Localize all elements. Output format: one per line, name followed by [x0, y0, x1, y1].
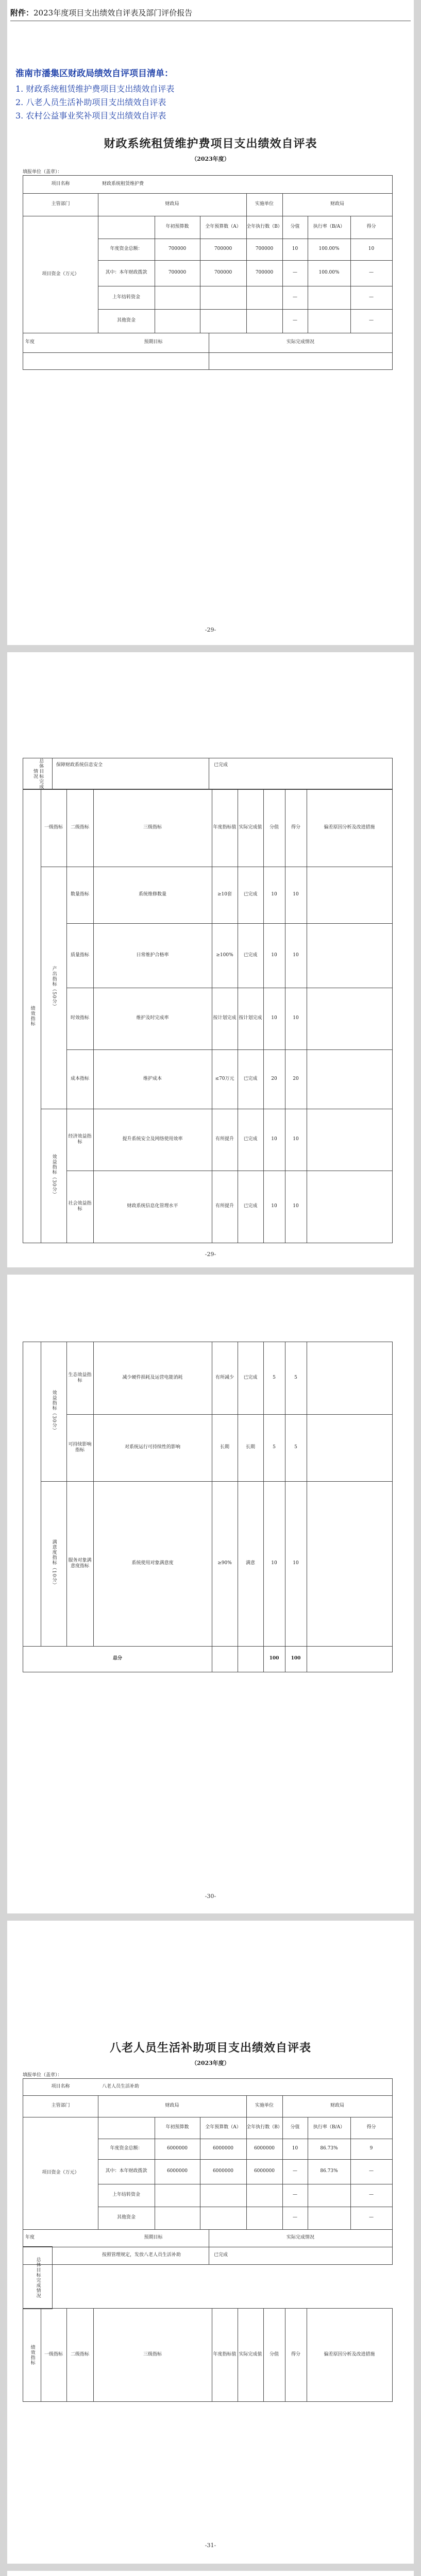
- dept-value: 财政局: [165, 201, 179, 207]
- fund-cell: —: [293, 318, 297, 324]
- impl-label: 实施单位: [255, 2103, 274, 2109]
- indicator-actual: 已完成: [243, 1076, 258, 1081]
- project-name-value: 八老人员生活补助: [102, 2084, 140, 2090]
- project-name-label: 项目名称: [51, 2084, 70, 2090]
- indicator-target: ≥90%: [217, 1561, 232, 1566]
- indicator-score: 10: [271, 1561, 277, 1566]
- indicator-l3: 减少硬件损耗及运营电能消耗: [122, 1375, 183, 1381]
- fund-row-label: 年度资金总额：: [110, 2146, 143, 2151]
- indicator-actual: 已完成: [243, 1137, 258, 1142]
- indicator-l2: 经济效益指标: [68, 1133, 92, 1145]
- indicator-got: 5: [294, 1375, 297, 1381]
- indicator-target: ≥100%: [216, 952, 233, 958]
- impl-value: 财政局: [330, 2103, 344, 2109]
- fund-cell: 700000: [214, 246, 232, 252]
- indicator-got: 20: [293, 1076, 299, 1081]
- page-number: -31-: [205, 2542, 216, 2549]
- total-score: 100: [269, 1656, 279, 1662]
- indicator-l3: 系统使用对象满意度: [131, 1561, 174, 1566]
- indicator-l3: 维护成本: [143, 1076, 162, 1081]
- table1-title: 财政系统租赁维护费项目支出绩效自评表: [104, 137, 317, 150]
- perf-head-2: 二级指标: [70, 825, 89, 831]
- indicator-got: 10: [293, 892, 299, 897]
- perf-label: 绩效指标: [29, 1006, 35, 1026]
- indicator-score: 10: [271, 892, 277, 897]
- dept-label: 主管部门: [51, 2103, 70, 2109]
- fund-cell: —: [293, 294, 297, 300]
- expected-label: 预期目标: [144, 340, 163, 345]
- perf-head-3: 三级指标: [143, 825, 162, 831]
- page-number: -30-: [205, 1893, 216, 1900]
- fund-row-label: 上年结转资金: [112, 2192, 140, 2198]
- fund-cell: 700000: [168, 270, 187, 276]
- fund-cell: —: [293, 2215, 297, 2221]
- col-head-5: 执行率（B/A）: [313, 2125, 345, 2130]
- indicator-actual: 已完成: [243, 1375, 258, 1381]
- perf-head-6: 分值: [269, 2352, 279, 2358]
- impl-label: 实施单位: [255, 201, 274, 207]
- perf-head-2: 二级指标: [70, 2352, 89, 2358]
- col-head-6: 得分: [366, 224, 376, 230]
- indicator-l2: 质量指标: [70, 952, 89, 958]
- indicator-l2: 成本指标: [70, 1076, 89, 1081]
- table1-year: （2023年度）: [191, 156, 230, 162]
- indicator-target: 有所提升: [215, 1204, 234, 1209]
- fund-cell: 6000000: [166, 2168, 188, 2174]
- table2-summary-grid: [23, 2078, 393, 2265]
- page-4: [7, 1921, 414, 2564]
- funds-label: 项目资金（万元）: [42, 271, 79, 277]
- header-title: 2023年度项目支出绩效自评表及部门评价报告: [33, 8, 193, 18]
- table2-unit-label: 填报单位（盖章）：: [23, 2073, 62, 2078]
- page-number: -29-: [205, 626, 216, 633]
- indicator-l2: 社会效益指标: [68, 1200, 92, 1212]
- fund-row-label: 上年结转资金: [112, 294, 140, 300]
- fund-cell: 100.00%: [318, 270, 340, 276]
- fund-cell: —: [293, 2168, 297, 2174]
- indicator-got: 5: [294, 1445, 297, 1450]
- col-head-5: 执行率（B/A）: [313, 224, 345, 230]
- fund-row-label: 其他资金: [116, 318, 136, 324]
- list-item-1[interactable]: 1. 财政系统租赁维护费项目支出绩效自评表: [15, 84, 175, 94]
- indicator-score: 10: [271, 1137, 277, 1142]
- indicator-score: 5: [273, 1445, 276, 1450]
- col-head-3: 全年执行数（B）: [246, 224, 282, 230]
- col-head-1: 年初预算数: [165, 224, 189, 230]
- perf-head-1: 一级指标: [44, 825, 63, 831]
- fund-cell: 700000: [255, 270, 274, 276]
- fund-cell: —: [369, 318, 374, 324]
- perf-head-8: 偏差原因分析及改进措施: [324, 2352, 375, 2358]
- perf-head-7: 得分: [291, 825, 300, 831]
- fund-cell: 6000000: [254, 2146, 275, 2151]
- indicator-target: 有所提升: [215, 1137, 234, 1142]
- indicator-got: 10: [293, 1204, 299, 1209]
- fund-cell: —: [293, 270, 297, 276]
- table1-summary-grid: [23, 175, 393, 370]
- indicator-l3: 日常维护合格率: [136, 952, 169, 958]
- indicator-l3: 财政系统信息化管理水平: [127, 1204, 178, 1209]
- effect-indicator-label-cont: 效益指标（30分）: [51, 1390, 57, 1433]
- indicator-score: 10: [271, 1204, 277, 1209]
- indicator-target: ≤70万元: [215, 1076, 234, 1081]
- fund-cell: —: [293, 2192, 297, 2198]
- indicator-l3: 提升系统安全及网络使用效率: [122, 1137, 183, 1142]
- indicator-target: 有所减少: [215, 1375, 234, 1381]
- fund-cell: 6000000: [212, 2168, 234, 2174]
- dept-value: 财政局: [165, 2103, 179, 2109]
- perf-head-6: 分值: [269, 825, 279, 831]
- indicator-got: 10: [293, 1561, 299, 1566]
- perf-head-1: 一级指标: [44, 2352, 63, 2358]
- actual-label: 实际完成情况: [286, 340, 314, 345]
- fund-row-label: 年度资金总额：: [110, 246, 143, 252]
- page-3: [7, 1275, 414, 1913]
- perf-head-4: 年度指标值: [213, 2352, 237, 2358]
- fund-cell: 6000000: [212, 2146, 234, 2151]
- project-name-label: 项目名称: [51, 181, 70, 187]
- table2-goal-label-grid: [23, 2246, 53, 2309]
- fund-cell: —: [369, 294, 374, 300]
- table1-indicator-grid-cont: [23, 1342, 393, 1672]
- page-number: -29-: [205, 1251, 216, 1258]
- fund-cell: 700000: [168, 246, 187, 252]
- fund-cell: 10: [292, 2146, 298, 2151]
- indicator-l2: 服务对象满意度指标: [68, 1557, 92, 1569]
- col-head-2: 全年预算数（A）: [205, 2125, 241, 2130]
- goal-done: 已完成: [214, 762, 228, 768]
- indicator-l3: 维护及时完成率: [136, 1015, 169, 1021]
- fund-cell: 6000000: [254, 2168, 275, 2174]
- indicator-l2: 生态效益指标: [68, 1372, 92, 1383]
- goal-label: 总体目标完成情况: [32, 758, 44, 789]
- fund-cell: 10: [368, 246, 375, 252]
- indicator-l3: 系统维修数量: [138, 892, 166, 897]
- indicator-actual: 已完成: [243, 952, 258, 958]
- fund-row-label: 其中：本年财政拨款: [105, 270, 147, 276]
- fund-cell: —: [369, 2192, 374, 2198]
- fund-cell: 700000: [214, 270, 232, 276]
- table2-indicator-head-grid: [23, 2308, 393, 2402]
- total-got: 100: [291, 1656, 301, 1662]
- output-indicator-label: 产出指标（50分）: [51, 966, 57, 1009]
- indicator-actual: 已完成: [243, 892, 258, 897]
- fund-cell: 86.73%: [320, 2146, 338, 2151]
- fund-row-label: 其中：本年财政拨款: [105, 2168, 147, 2174]
- table1-unit-label: 填报单位（盖章）：: [23, 170, 62, 175]
- funds-label: 项目资金（万元）: [42, 2170, 79, 2176]
- indicator-l2: 数量指标: [70, 892, 89, 897]
- fund-cell: —: [369, 2215, 374, 2221]
- satisfaction-indicator-label: 满意度指标（10分）: [51, 1539, 57, 1588]
- perf-head-3: 三级指标: [143, 2352, 162, 2358]
- fund-cell: 6000000: [166, 2146, 188, 2151]
- fund-cell: —: [369, 270, 374, 276]
- impl-value: 财政局: [330, 201, 344, 207]
- fund-cell: 10: [292, 246, 298, 252]
- perf-head-5: 实际完成值: [239, 2352, 262, 2358]
- perf-label: 绩效指标: [29, 2345, 35, 2365]
- col-head-6: 得分: [366, 2125, 376, 2130]
- list-item-3[interactable]: 3. 农村公益事业奖补项目支出绩效自评表: [15, 111, 166, 121]
- col-head-4: 分值: [290, 2125, 300, 2130]
- total-label: 总分: [112, 1656, 122, 1662]
- table2-year: （2023年度）: [191, 2060, 230, 2066]
- table2-title: 八老人员生活补助项目支出绩效自评表: [109, 2041, 311, 2055]
- goal-text: 按照管理规定，发放八老人员生活补助: [102, 2252, 181, 2258]
- indicator-score: 20: [271, 1076, 277, 1081]
- table1-goal-grid: [23, 758, 393, 790]
- indicator-target: ≥10套: [217, 892, 232, 897]
- indicator-score: 5: [273, 1375, 276, 1381]
- page-1: [7, 0, 414, 645]
- dept-label: 主管部门: [51, 201, 70, 207]
- indicator-got: 10: [293, 952, 299, 958]
- indicator-l2: 时效指标: [70, 1015, 89, 1021]
- goal-done: 已完成: [214, 2252, 228, 2258]
- indicator-target: 长期: [220, 1445, 229, 1450]
- perf-head-7: 得分: [291, 2352, 300, 2358]
- indicator-actual: 满意: [245, 1561, 255, 1566]
- page-2: [7, 652, 414, 1267]
- fund-cell: 700000: [255, 246, 274, 252]
- indicator-got: 10: [293, 1137, 299, 1142]
- page-5: [7, 2571, 414, 2576]
- col-head-3: 全年执行数（B）: [246, 2125, 282, 2130]
- perf-head-4: 年度指标值: [213, 825, 237, 831]
- table1-indicator-grid: [23, 789, 393, 1243]
- effect-indicator-label: 效益指标（30分）: [51, 1154, 57, 1197]
- col-head-2: 全年预算数（A）: [205, 224, 241, 230]
- list-item-2[interactable]: 2. 八老人员生活补助项目支出绩效自评表: [15, 97, 166, 107]
- document-header: [10, 7, 192, 18]
- project-name-value: 财政系统租赁维护费: [102, 181, 144, 187]
- actual-label: 实际完成情况: [286, 2235, 314, 2241]
- indicator-score: 10: [271, 1015, 277, 1021]
- indicator-score: 10: [271, 952, 277, 958]
- indicator-target: 按计划完成: [213, 1015, 237, 1021]
- fund-row-label: 其他资金: [116, 2215, 136, 2221]
- perf-head-5: 实际完成值: [239, 825, 262, 831]
- indicator-actual: 已完成: [243, 1204, 258, 1209]
- indicator-actual: 长期: [245, 1445, 255, 1450]
- perf-head-8: 偏差原因分析及改进措施: [324, 825, 375, 831]
- fund-cell: —: [369, 2168, 374, 2174]
- list-title: 淮南市潘集区财政局绩效自评项目清单：: [15, 69, 173, 79]
- annual-label: 年度: [25, 2235, 35, 2241]
- indicator-l3: 对系统运行可持续性的影响: [124, 1445, 180, 1450]
- expected-label: 预期目标: [144, 2235, 163, 2241]
- fund-cell: 100.00%: [318, 246, 340, 252]
- fund-cell: 86.73%: [320, 2168, 338, 2174]
- indicator-actual: 按计划完成: [239, 1015, 262, 1021]
- indicator-l2: 可持续影响指标: [68, 1442, 92, 1453]
- fund-cell: 9: [369, 2146, 373, 2151]
- goal-label: 总体目标完成情况: [35, 2257, 41, 2298]
- annual-label: 年度: [25, 340, 35, 345]
- goal-text: 保障财政系统信息安全: [56, 762, 103, 768]
- indicator-got: 10: [293, 1015, 299, 1021]
- col-head-4: 分值: [290, 224, 300, 230]
- header-label: 附件：: [10, 8, 34, 18]
- col-head-1: 年初预算数: [165, 2125, 189, 2130]
